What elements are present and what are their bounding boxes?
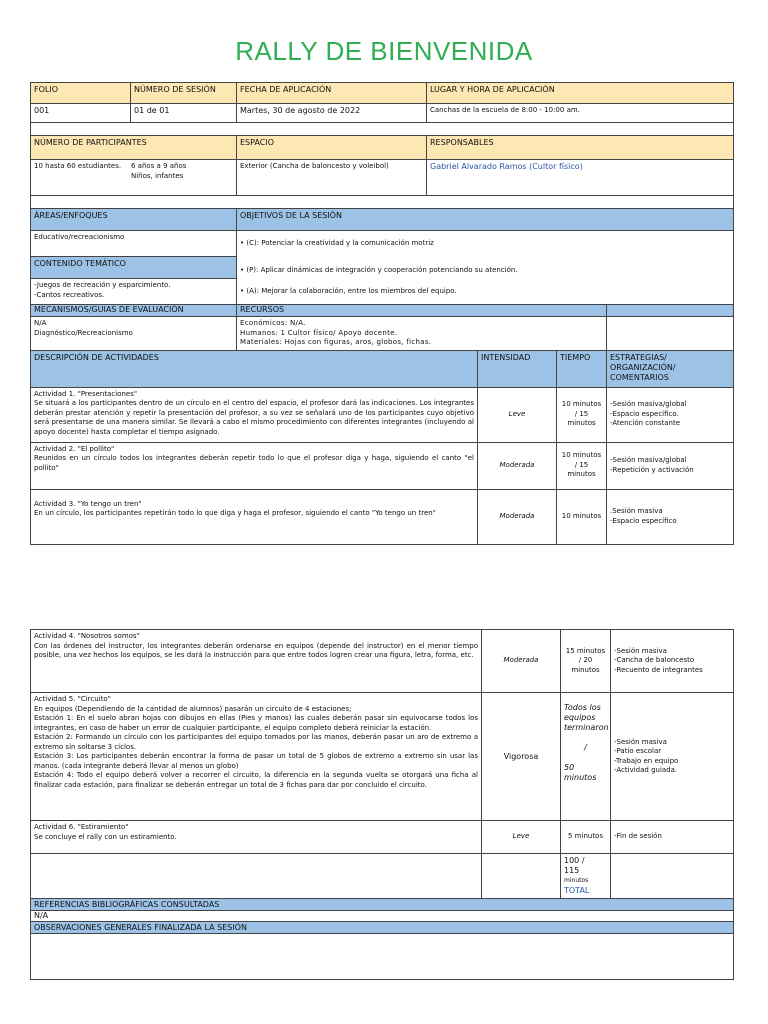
estrategia-item: -Fin de sesión <box>614 832 662 841</box>
activity-title: Actividad 3. "Yo tengo un tren" <box>34 499 142 508</box>
estrategia-item: -Sesión masiva/global <box>610 400 687 409</box>
activity-tiempo: 5 minutos <box>561 821 611 854</box>
estrategia-item: -Cancha de baloncesto <box>614 656 695 665</box>
numero-value: 10 hasta 60 estudiantes. <box>34 162 122 170</box>
observaciones-value-row <box>31 934 734 980</box>
responsables-value: Gabriel Alvarado Ramos (Cultor físico) <box>427 160 734 196</box>
activity-text-line: Estación 2: Formando un círculo con los participantes del equipo tomados por las manos, deberán pasar un aro de extremo a extremo sin soltarse 3 ciclos. <box>34 733 478 751</box>
activity-text-line: Estación 3: Los participantes deberán encontrar la forma de pasar un total de 5 globos de extremo a extremo sin usar las manos. (cada integrante deberá llevar al menos un globo) <box>34 752 478 770</box>
areas-value-row <box>31 231 734 257</box>
activity-text-line: En equipos (Dependiendo de la cantidad de alumnos) pasarán un circuito de 4 estaciones; <box>34 704 352 713</box>
activity-description <box>31 387 478 442</box>
activity-estrategias <box>607 387 734 442</box>
objetivo-2: • (P): Aplicar dinámicas de integración y cooperación potenciando su atención. <box>240 265 518 274</box>
edad-value-1: 6 años a 9 años <box>131 162 187 170</box>
observaciones-label-row <box>31 922 734 934</box>
sesion-label: NÚMERO DE SESIÓN <box>131 83 237 104</box>
total-label: TOTAL <box>564 886 590 895</box>
activity-text: Reunidos en un círculo todos los integrantes deberán repetir todo lo que el profesor diga y haga, siguiendo el canto "el pollito" <box>34 454 474 472</box>
page-title: RALLY DE BIENVENIDA <box>235 36 533 66</box>
activity-tiempo: 10 minutos / 15 minutos <box>557 442 607 489</box>
mecanismos-values-row <box>31 317 734 351</box>
activity-title: Actividad 1. "Presentaciones" <box>34 389 138 398</box>
activity-estrategias <box>611 821 734 854</box>
total-blank <box>611 854 734 899</box>
total-cell <box>561 854 611 899</box>
estrategia-item: -Repetición y activación <box>610 465 694 474</box>
activity-intensidad: Moderada <box>478 442 557 489</box>
observaciones-label: OBSERVACIONES GENERALES FINALIZADA LA SESIÓN <box>31 922 734 934</box>
activity-description <box>31 693 482 821</box>
activity-tiempo: 10 minutos <box>557 489 607 544</box>
activity-text-line: Estación 4: Todo el equipo deberá volver a recorrer el circuito, la diferencia en la segunda vuelta se otorgará una ficha al finalizar cada estación, para finalizar se deberán entregar un total de 3 fichas para dar por concluido el circuito. <box>34 771 478 789</box>
spacer <box>31 196 734 209</box>
referencias-label: REFERENCIAS BIBLIOGRÁFICAS CONSULTADAS <box>31 899 734 911</box>
recursos-cell <box>237 317 607 351</box>
estrategia-item: -Espacio específico. <box>610 409 679 418</box>
tiempo-b: / <box>584 743 587 752</box>
numero-edad-label-cell <box>31 136 237 160</box>
activity-estrategias <box>611 693 734 821</box>
lugar-label: LUGAR Y HORA DE APLICACIÓN <box>427 83 734 104</box>
estrategia-item: -Sesión masiva <box>614 646 667 655</box>
activity-description <box>31 821 482 854</box>
activity-row <box>31 821 734 854</box>
activity-row <box>31 630 734 693</box>
edad-value-2: Niños, infantes <box>131 172 184 180</box>
total-value-2: 115 <box>564 866 580 875</box>
participants-values-row <box>31 160 734 196</box>
areas-value: Educativo/recreacionismo <box>31 231 237 257</box>
objetivos-label: OBJETIVOS DE LA SESIÓN <box>237 209 734 231</box>
contenido-2: -Cantos recreativos. <box>34 290 105 299</box>
estrategia-item: -Recuento de integrantes <box>614 665 703 674</box>
responsables-label: RESPONSABLES <box>427 136 734 160</box>
total-blank <box>31 854 482 899</box>
activity-title: Actividad 5. "Circuito" <box>34 695 111 703</box>
activity-intensidad: Leve <box>478 387 557 442</box>
recursos-2: Humanos: 1 Cultor físico/ Apoyo docente. <box>240 328 398 337</box>
objetivo-1: • (C): Potenciar la creatividad y la comunicación motriz <box>240 239 434 247</box>
estrategia-item: -Sesión masiva/global <box>610 456 687 464</box>
espacio-label: ESPACIO <box>237 136 427 160</box>
tiempo-a: Todos los equipos terminaron <box>564 703 609 732</box>
header-values-row <box>31 104 734 123</box>
mecanismos-2: Diagnóstico/Recreacionismo <box>34 328 133 337</box>
descripcion-label: DESCRIPCIÓN DE ACTIVIDADES <box>31 350 478 387</box>
fecha-label: FECHA DE APLICACIÓN <box>237 83 427 104</box>
activity-tiempo: 15 minutos / 20 minutos <box>561 630 611 693</box>
planning-table-page-2 <box>30 629 734 980</box>
referencias-label-row <box>31 899 734 911</box>
activity-title: Actividad 6. "Estiramiento" <box>34 823 129 831</box>
activity-description <box>31 442 478 489</box>
referencias-value-row <box>31 911 734 922</box>
areas-labels-row <box>31 209 734 231</box>
activity-intensidad: Moderada <box>482 630 561 693</box>
tiempo-c: 50 minutos <box>564 763 597 782</box>
total-value-1: 100 / <box>564 856 585 865</box>
recursos-3: Materiales: Hojas con figuras, aros, globos, fichas. <box>240 338 432 346</box>
activity-estrategias <box>611 630 734 693</box>
contenido-1: -Juegos de recreación y esparcimiento. <box>34 281 171 289</box>
activity-text: Se concluye el rally con un estiramiento. <box>34 832 177 841</box>
total-value-3: minutos <box>564 877 589 884</box>
folio-label: FOLIO <box>31 83 131 104</box>
estrategia-item: .Sesión masiva <box>610 507 663 515</box>
fecha-value: Martes, 30 de agosto de 2022 <box>237 104 427 123</box>
numero-label: NÚMERO DE PARTICIPANTES <box>34 138 147 147</box>
espacio-value: Exterior (Cancha de baloncesto y voleibol) <box>237 160 427 196</box>
objetivos-cell <box>237 231 734 305</box>
spacer <box>31 123 734 136</box>
activity-description <box>31 489 478 544</box>
total-row <box>31 854 734 899</box>
recursos-label: RECURSOS <box>237 305 607 317</box>
objetivo-3: • (A): Mejorar la colaboración, entre los miembros del equipo. <box>240 287 457 295</box>
contenido-cell <box>31 279 237 305</box>
activity-text: Con las órdenes del instructor, los integrantes deberán ordenarse en equipos (depende del instructor) en el menor tiempo posible, una vez hechos los equipos, se les dará la instrucción para que entre todos logren crear una figura, letra, forma, etc. <box>34 641 478 659</box>
header-labels-row <box>31 83 734 104</box>
activity-intensidad: Leve <box>482 821 561 854</box>
activity-row <box>31 693 734 821</box>
activity-text: En un círculo, los participantes repetirán todo lo que diga y haga el profesor, siguiendo el canto "Yo tengo un tren" <box>34 509 436 517</box>
recursos-1: Económicos: N/A. <box>240 319 306 327</box>
activity-description <box>31 630 482 693</box>
estrategia-item: -Espacio específico <box>610 516 677 525</box>
planning-table-page-1 <box>30 82 734 545</box>
recursos-extra-cell <box>607 317 734 351</box>
mecanismos-label: MECANISMOS/GUIAS DE EVALUACIÓN <box>31 305 237 317</box>
activity-intensidad: Moderada <box>478 489 557 544</box>
activity-title: Actividad 4. "Nosotros somos" <box>34 632 140 640</box>
activity-tiempo <box>561 693 611 821</box>
observaciones-value <box>31 934 734 980</box>
recursos-extra-label <box>607 305 734 317</box>
activity-intensidad: Vigorosa <box>482 693 561 821</box>
activity-title: Actividad 2. "El pollito" <box>34 444 115 453</box>
estrategias-label: ESTRATEGIAS/ ORGANIZACIÓN/ COMENTARIOS <box>607 350 734 387</box>
estrategia-item: -Trabajo en equipo <box>614 756 679 765</box>
activity-text: Se situará a los participantes dentro de un círculo en el centro del espacio, el profesor dará las indicaciones. Los integrantes deberán prestar atención y repetir la presentación del profesor, a su vez se señalará uno de los participantes cuyo objetivo será presentarse de una manera similar. Se llevará a cabo el mismo procedimiento con diferentes integrantes (incluyendo al apoyo docente) hasta completar el tiempo asignado. <box>34 399 474 436</box>
referencias-value: N/A <box>31 911 734 922</box>
mecanismos-cell <box>31 317 237 351</box>
participants-labels-row <box>31 136 734 160</box>
mecanismos-labels-row <box>31 305 734 317</box>
activity-tiempo: 10 minutos / 15 minutos <box>557 387 607 442</box>
mecanismos-1: N/A <box>34 319 47 327</box>
activities-header-row <box>31 350 734 387</box>
numero-edad-cell <box>31 160 237 196</box>
estrategia-item: -Actividad guiada. <box>614 766 678 774</box>
areas-label: ÁREAS/ENFOQUES <box>31 209 237 231</box>
estrategia-item: -Patio escolar <box>614 747 662 755</box>
activity-estrategias <box>607 442 734 489</box>
intensidad-label: INTENSIDAD <box>478 350 557 387</box>
activity-row <box>31 489 734 544</box>
estrategia-item: -Sesión masiva <box>614 737 667 746</box>
activity-text-line: Estación 1: En el suelo abran hojas con dibujos en ellas (Pies y manos) las cuales deberán pasar sin equivocarse todos los integrantes, en caso de haber un error de cualquier participante, el equipo completo deberá reiniciar la estación. <box>34 714 478 732</box>
folio-value: 001 <box>31 104 131 123</box>
lugar-value: Canchas de la escuela de 8:00 - 10:00 am. <box>427 104 734 123</box>
estrategia-item: -Atención constante <box>610 419 680 428</box>
activity-row <box>31 442 734 489</box>
sesion-value: 01 de 01 <box>131 104 237 123</box>
contenido-label: CONTENIDO TEMÁTICO <box>31 257 237 279</box>
total-blank <box>482 854 561 899</box>
activity-estrategias <box>607 489 734 544</box>
tiempo-label: TIEMPO <box>557 350 607 387</box>
activity-row <box>31 387 734 442</box>
